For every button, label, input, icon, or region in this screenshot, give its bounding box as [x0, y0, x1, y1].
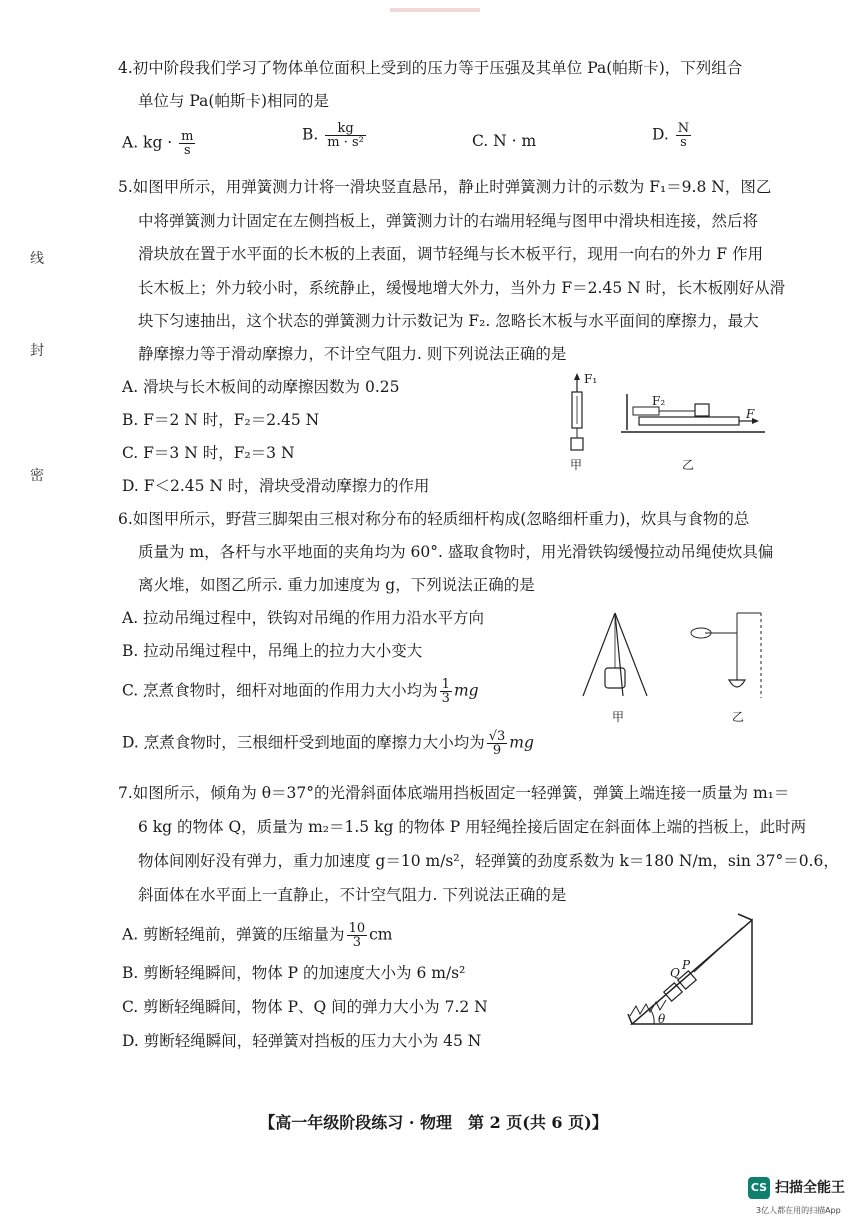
- q7-option-a: [122, 922, 393, 949]
- q5-label-f1: F₁: [584, 372, 598, 386]
- q6-c-den: 3: [441, 691, 450, 706]
- q7-stem-line3: 物体间刚好没有弹力，重力加速度 g＝10 m/s²，轻弹簧的劲度系数为 k＝180 N/m，sin 37°＝0.6，: [138, 852, 839, 870]
- q4-b-den: m · s²: [327, 135, 364, 150]
- q5-option-a: A. 滑块与长木板间的动摩擦因数为 0.25: [122, 378, 400, 396]
- q6-d-num: √3: [488, 729, 506, 744]
- q4-option-d: [652, 122, 693, 149]
- q4-d-prefix: D.: [652, 125, 674, 144]
- q6-c-suffix: mg: [453, 681, 479, 700]
- q7-a-num: 10: [348, 921, 366, 936]
- binding-mark-line: 线: [30, 251, 44, 267]
- q7-label-p: P: [682, 958, 691, 972]
- q6-option-b: B. 拉动吊绳过程中，吊绳上的拉力大小变大: [122, 642, 423, 660]
- q4-d-num: N: [677, 121, 690, 136]
- binding-mark-seal: 封: [30, 343, 44, 359]
- q4-b-num: kg: [325, 122, 366, 136]
- page-footer: 【高一年级阶段练习 · 物理 第 2 页(共 6 页)】: [259, 1113, 608, 1132]
- q5-figure: [555, 370, 775, 490]
- q5-stem-line4: 长木板上；外力较小时，系统静止，缓慢地增大外力，当外力 F＝2.45 N 时，长木板刚好从滑: [138, 279, 786, 297]
- q7-stem-line4: 斜面体在水平面上一直静止，不计空气阻力. 下列说法正确的是: [138, 886, 567, 904]
- q5-f1-arrowhead: [574, 373, 580, 380]
- camscanner-logo-icon: CS: [748, 1177, 770, 1199]
- q4-d-den: s: [680, 135, 687, 150]
- q6-label-jia: 甲: [612, 710, 625, 724]
- q6-d-den: 9: [492, 743, 502, 758]
- q5-option-b: B. F＝2 N 时，F₂＝2.45 N: [122, 411, 320, 429]
- q5-block-hanging: [571, 438, 583, 450]
- q4-b-prefix: B.: [302, 125, 324, 144]
- q6-option-c: [122, 678, 479, 705]
- q4-a-num: m: [181, 129, 194, 144]
- q4-stem-line1: 4.初中阶段我们学习了物体单位面积上受到的压力等于压强及其单位 Pa(帕斯卡)，下列组合: [118, 59, 743, 77]
- q6-stem-line3: 离火堆，如图乙所示. 重力加速度为 g，下列说法正确的是: [138, 576, 535, 594]
- q5-option-c: C. F＝3 N 时，F₂＝3 N: [122, 444, 295, 462]
- q6-stem-line2: 质量为 m，各杆与水平地面的夹角均为 60°. 盛取食物时，用光滑铁钩缓慢拉动吊绳使炊具偏: [138, 543, 774, 561]
- q7-a-prefix: A. 剪断轻绳前，弹簧的压缩量为: [122, 925, 345, 944]
- q7-label-q: Q: [670, 966, 680, 980]
- q6-c-num: 1: [441, 677, 450, 692]
- q7-top-baffle: [738, 914, 752, 920]
- q5-label-jia: 甲: [570, 458, 583, 472]
- q5-label-f2: F₂: [652, 394, 666, 408]
- q6-stem-line1: 6.如图甲所示，野营三脚架由三根对称分布的轻质细杆构成(忽略细杆重力)，炊具与食物的总: [118, 510, 750, 528]
- q4-a-prefix: A. kg ·: [122, 133, 178, 152]
- q7-stem-line1: 7.如图所示，倾角为 θ＝37°的光滑斜面体底端用挡板固定一轻弹簧，弹簧上端连接一质量为 m₁＝: [118, 784, 790, 802]
- q6-option-a: A. 拉动吊绳过程中，铁钩对吊绳的作用力沿水平方向: [122, 609, 485, 627]
- q4-option-c: C. N · m: [472, 132, 537, 150]
- q4-a-den: s: [183, 143, 191, 158]
- q5-stem-line2: 中将弹簧测力计固定在左侧挡板上，弹簧测力计的右端用轻绳与图甲中滑块相连接，然后将: [138, 212, 759, 230]
- q7-block-p: [678, 971, 696, 989]
- q4-option-a: [122, 130, 197, 157]
- scan-artifact: [390, 8, 480, 12]
- q6-label-yi: 乙: [732, 710, 745, 724]
- q7-figure: [620, 912, 760, 1032]
- q6-d-suffix: mg: [509, 733, 534, 752]
- q7-a-suffix: cm: [369, 925, 393, 944]
- q6-rod-left: [583, 613, 615, 696]
- q7-option-c: C. 剪断轻绳瞬间，物体 P、Q 间的弹力大小为 7.2 N: [122, 998, 488, 1016]
- q6-d-prefix: D. 烹煮食物时，三根细杆受到地面的摩擦力大小均为: [122, 733, 485, 752]
- q5-stem-line1: 5.如图甲所示，用弹簧测力计将一滑块竖直悬吊，静止时弹簧测力计的示数为 F₁＝9.8 N，图乙: [118, 178, 772, 196]
- q5-label-f: F: [746, 407, 755, 421]
- q7-a-den: 3: [352, 935, 361, 950]
- q7-label-theta: θ: [658, 1012, 666, 1026]
- q6-rod-back: [615, 613, 623, 696]
- q6-rod-right: [615, 613, 647, 696]
- q7-stem-line2: 6 kg 的物体 Q，质量为 m₂＝1.5 kg 的物体 P 用轻绳拴接后固定在斜面体上端的挡板上，此时两: [138, 818, 807, 836]
- q4-stem-line2: 单位与 Pa(帕斯卡)相同的是: [138, 92, 329, 110]
- q6-option-d: [122, 730, 534, 757]
- q5-stem-line3: 滑块放在置于水平面的长木板的上表面，调节轻绳与长木板平行，现用一向右的外力 F 作用: [138, 245, 764, 263]
- q5-block: [695, 404, 709, 416]
- q5-stem-line6: 静摩擦力等于滑动摩擦力，不计空气阻力. 则下列说法正确的是: [138, 345, 567, 363]
- q6-figure: [575, 608, 775, 708]
- q5-label-yi: 乙: [682, 458, 695, 472]
- q6-c-prefix: C. 烹煮食物时，细杆对地面的作用力大小均为: [122, 681, 438, 700]
- q5-spring-scale-h: [633, 407, 659, 415]
- camscanner-name: 扫描全能王: [775, 1180, 845, 1196]
- camscanner-tagline: 3亿人都在用的扫描App: [756, 1206, 841, 1215]
- q7-option-b: B. 剪断轻绳瞬间，物体 P 的加速度大小为 6 m/s²: [122, 964, 466, 982]
- q5-option-d: D. F＜2.45 N 时，滑块受滑动摩擦力的作用: [122, 477, 430, 495]
- q5-stem-line5: 块下匀速抽出，这个状态的弹簧测力计示数记为 F₂. 忽略长木板与水平面间的摩擦力，最大: [138, 312, 759, 330]
- q7-option-d: D. 剪断轻绳瞬间，轻弹簧对挡板的压力大小为 45 N: [122, 1032, 482, 1050]
- q7-block-q: [664, 983, 682, 1001]
- binding-mark-secret: 密: [30, 468, 44, 484]
- q6-bowl: [729, 680, 745, 687]
- q7-rope: [694, 928, 742, 972]
- q5-long-board: [639, 417, 739, 425]
- q4-option-b: [302, 122, 368, 149]
